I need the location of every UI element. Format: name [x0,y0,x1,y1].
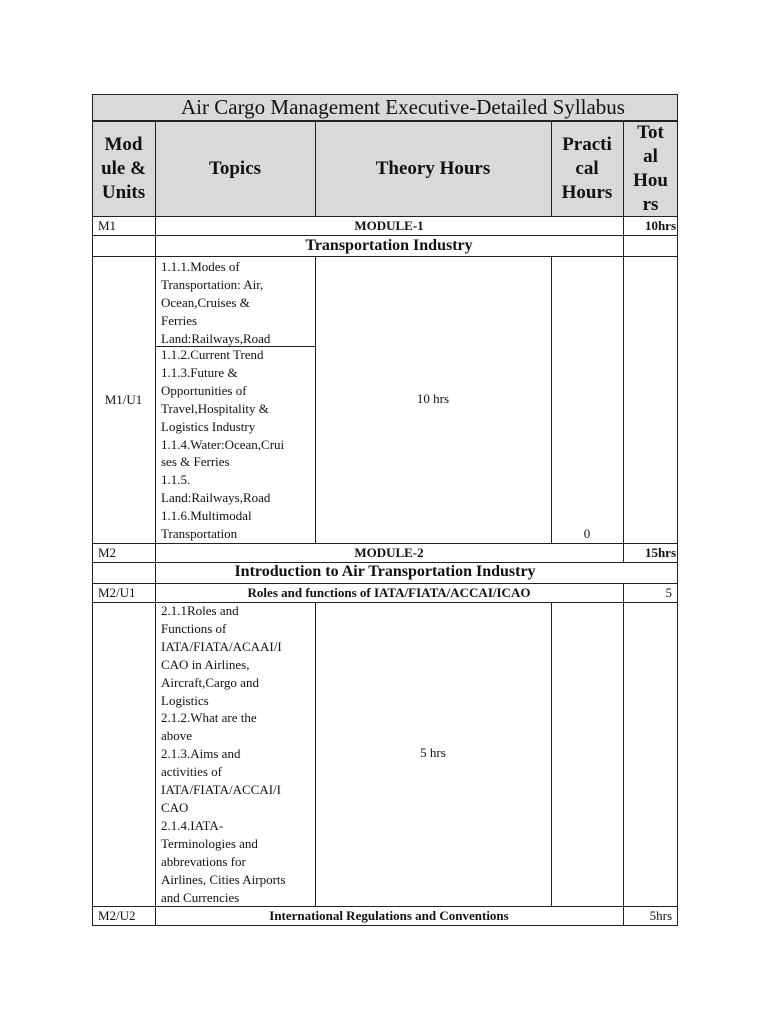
row-m2-code: M2 [98,545,117,560]
row-m2u1-theory: 5 hrs [420,745,446,760]
grid-line [551,256,552,543]
row-m1u1-topics-part-b: 1.1.2.Current Trend 1.1.3.Future & Opportunities of Travel,Hospitality & Logistics Industry 1.1.4.Water:Ocean,Crui ses & Ferries 1.1.5. Land:Railways,Road 1.1.6.Multimodal Transportation [161,347,285,542]
row-m1u1-practical: 0 [583,526,591,541]
header-module-units: Mod ule & Units [92,121,155,216]
row-m2u1-total: 5 [665,585,672,600]
grid-line [92,121,93,926]
grid-line [92,543,678,544]
grid-line [623,121,624,562]
row-m2u2-code: M2/U2 [98,908,136,923]
document-title: Air Cargo Management Executive-Detailed Syllabus [181,95,625,119]
grid-line [92,583,678,584]
grid-line [92,235,678,236]
row-m1u1-topics-part-a: 1.1.1.Modes of Transportation: Air, Ocean,Cruises & Ferries Land:Railways,Road [161,259,271,346]
row-m2-total: 15hrs [644,545,676,560]
grid-line [551,602,552,906]
header-topics: Topics [155,121,315,216]
document-title-bar [92,94,678,121]
row-m2u1-code: M2/U1 [98,585,136,600]
grid-line [92,925,678,926]
grid-line [155,346,315,347]
row-m1-code: M1 [98,218,117,233]
row-m1u1-code: M1/U1 [104,392,143,407]
grid-line [92,121,678,122]
row-m2u2-total: 5hrs [649,908,672,923]
grid-line [551,121,552,216]
row-m2u1-heading: Roles and functions of IATA/FIATA/ACCAI/ICAO [247,585,531,600]
grid-line [92,906,678,907]
grid-line [315,602,316,906]
header-theory-hours: Theory Hours [315,121,551,216]
row-m1-module: MODULE-1 [354,218,424,233]
grid-line [92,216,678,217]
grid-line [623,583,624,926]
row-m1-subtitle: Transportation Industry [305,237,473,254]
grid-line [315,121,316,216]
header-total-hours: Tot al Hou rs [623,121,678,216]
row-m1-total: 10hrs [644,218,676,233]
grid-line [677,121,678,926]
grid-line [155,121,156,926]
grid-line [92,562,678,563]
grid-line [92,256,678,257]
row-m2-subtitle: Introduction to Air Transportation Industry [234,563,536,580]
row-m2-module: MODULE-2 [354,545,424,560]
header-practical-hours: Practi cal Hours [551,121,623,216]
row-m1u1-theory: 10 hrs [416,391,450,406]
row-m2u1-topics: 2.1.1Roles and Functions of IATA/FIATA/ACAAI/I CAO in Airlines, Aircraft,Cargo and Logistics 2.1.2.What are the above 2.1.3.Aims and activities of IATA/FIATA/ACCAI/I CAO 2.1.4.IATA- Terminologies and abbrevations for Airlines, Cities Airports and Currencies [161,603,286,905]
grid-line [92,602,678,603]
row-m2u2-heading: International Regulations and Conventions [269,908,509,923]
grid-line [315,256,316,543]
